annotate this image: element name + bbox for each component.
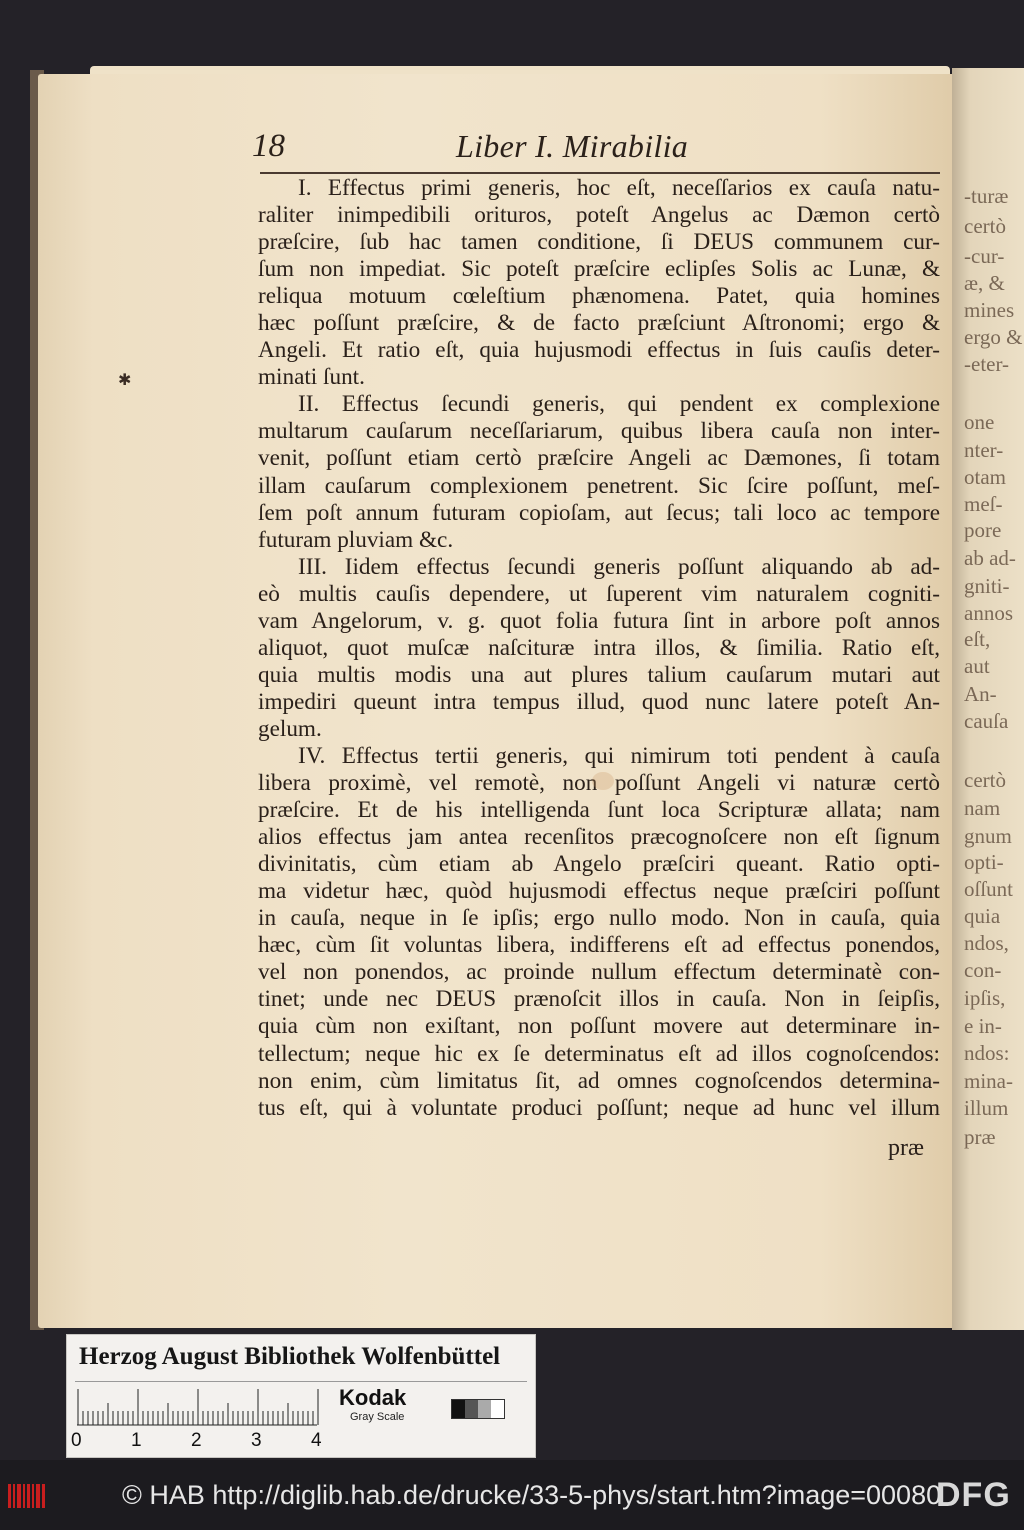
text-line: vam Angelorum, v. g. quot folia futura ſint in arbore poſt annos <box>258 607 940 634</box>
text-line: præſcire. Et de his intelligenda ſunt loca Scripturæ allata; nam <box>258 797 940 824</box>
kodak-logo: Kodak <box>339 1385 407 1410</box>
text-line: IV. Effectus tertii generis, qui nimirum toti pendent à cauſa <box>298 742 940 769</box>
ruler-number: 3 <box>251 1430 262 1451</box>
text-line: aliquot, quot muſcæ naſcituræ intra illos, & ſimilia. Ratio eſt, <box>258 634 940 661</box>
dfg-logo: DFG <box>936 1476 1011 1514</box>
text-line: II. Effectus ſecundi generis, qui pendent ex complexione <box>298 391 940 418</box>
text-line: impediri queunt intra tempus illud, quod nunc latere poteſt An- <box>258 688 940 715</box>
text-line: ſem poſt annum futuram copioſam, aut ſecus; tali loco ac tempore <box>258 499 940 526</box>
text-line: futuram pluviam &c. <box>258 526 454 553</box>
color-calibration-card <box>66 1334 536 1458</box>
bleed-fragment: gnum <box>964 824 1012 848</box>
barcode-icon <box>8 1484 48 1508</box>
ruler-number: 4 <box>311 1430 322 1451</box>
bleed-fragment: mines <box>964 298 1015 322</box>
text-line: venit, poſſunt etiam certò præſcire Angeli ac Dæmones, ſi totam <box>258 445 940 472</box>
bleed-fragment: ipſis, <box>964 986 1006 1010</box>
bleed-fragment: ab ad- <box>964 546 1016 570</box>
bleed-fragment: one <box>964 410 995 434</box>
institution-name: Herzog August Bibliothek Wolfenbüttel <box>79 1343 501 1370</box>
text-line: gelum. <box>258 715 322 742</box>
text-line: præſcire, ſub hac tamen conditione, ſi DEUS communem cur- <box>258 229 940 256</box>
bleed-fragment: ndos, <box>964 931 1009 955</box>
bleed-fragment: con- <box>964 958 1002 982</box>
text-line: III. Iidem effectus ſecundi generis poſſunt aliquando ab ad- <box>298 553 940 580</box>
bleed-fragment: -eter- <box>964 352 1010 376</box>
text-line: vel non ponendos, ac proinde nullum effectum determinatè con- <box>258 959 940 986</box>
bleed-fragment: certò <box>964 214 1006 238</box>
ink-spot: ✱ <box>118 370 132 389</box>
gray-scale-label: Gray Scale <box>350 1411 405 1423</box>
bleed-fragment: pore <box>964 518 1002 542</box>
text-line: in cauſa, neque in ſe ipſis; ergo nullo modo. Non in cauſa, quia <box>258 905 940 932</box>
text-line: minati ſunt. <box>258 364 365 391</box>
bleed-fragment: gniti- <box>964 574 1010 598</box>
text-line: reliqua motuum cœleſtium phænomena. Patet, quia homines <box>258 283 940 310</box>
text-line: quia multis modis una aut plures talium cauſarum mutari aut <box>258 661 940 688</box>
running-head: Liber I. Mirabilia <box>456 128 689 164</box>
text-line: tellectum; neque hic ex ſe determinatus eſt ad illos cognoſcendos: <box>258 1040 940 1067</box>
bleed-fragment: mina- <box>964 1069 1013 1093</box>
bleed-fragment: nter- <box>964 438 1004 462</box>
text-line: tinet; unde nec DEUS prænoſcit illos in cauſa. Non in ſeipſis, <box>258 986 940 1013</box>
text-line: tus eſt, qui à voluntate produci poſſunt; neque ad hunc vel illum <box>258 1094 940 1121</box>
page-number: 18 <box>252 128 285 164</box>
text-line: ſum non impediat. Sic poteſt præſcire eclipſes Solis ac Lunæ, & <box>258 256 940 283</box>
bleed-fragment: -cur- <box>964 244 1005 268</box>
bleed-fragment: oſſunt <box>964 877 1014 901</box>
text-line: multarum cauſarum neceſſariarum, quibus libera cauſa non inter- <box>258 418 940 445</box>
bleed-fragment: præ <box>964 1125 996 1149</box>
copyright-link[interactable]: © HAB http://diglib.hab.de/drucke/33-5-phys/start.htm?image=00080 <box>122 1480 942 1510</box>
text-line: illam cauſarum complexionem penetrent. Sic ſcire poſſunt, meſ- <box>258 472 940 499</box>
text-line: eò multis cauſis dependere, ut ſuperent vim naturalem cogniti- <box>258 580 940 607</box>
bleed-fragment: opti- <box>964 850 1004 874</box>
ruler-number: 0 <box>71 1430 82 1451</box>
bleed-fragment: aut <box>964 654 990 678</box>
paper-stain <box>592 772 614 790</box>
catchword: præ <box>888 1135 924 1161</box>
text-line: raliter inimpedibili orituros, poteſt Angelus ac Dæmon certò <box>258 202 940 229</box>
text-line: ma videtur hæc, quòd hujusmodi effectus neque præſciri poſſunt <box>258 878 940 905</box>
page-header <box>252 128 948 172</box>
text-line: I. Effectus primi generis, hoc eſt, neceſſarios ex cauſa natu- <box>298 175 940 201</box>
bleed-fragment: e in- <box>964 1014 1002 1038</box>
bleed-fragment: eſt, <box>964 627 991 651</box>
text-line: Angeli. Et ratio eſt, quia hujusmodi effectus in ſuis cauſis deter- <box>258 337 940 364</box>
bleed-fragment: otam <box>964 465 1006 489</box>
card-divider <box>75 1381 527 1382</box>
bleed-fragment: nam <box>964 796 1001 820</box>
text-line: divinitatis, cùm etiam ab Angelo præſciri queant. Ratio opti- <box>258 851 940 878</box>
ruler-number: 1 <box>131 1430 142 1451</box>
bleed-fragment: cauſa <box>964 709 1009 733</box>
ruler-number: 2 <box>191 1430 202 1451</box>
bleed-fragment: æ, & <box>964 271 1005 295</box>
bleed-fragment: ndos: <box>964 1041 1010 1065</box>
bleed-fragment: quia <box>964 904 1001 928</box>
bleed-fragment: -turæ <box>964 184 1009 208</box>
bleed-fragment: illum <box>964 1096 1009 1120</box>
text-line: libera proximè, vel remotè, non poſſunt Angeli vi naturæ certò <box>258 770 940 797</box>
bleed-fragment: ergo & <box>964 325 1023 349</box>
footer-bar <box>0 1460 1024 1530</box>
bleed-fragment: An- <box>964 682 997 706</box>
bleed-fragment: certò <box>964 768 1006 792</box>
text-line: quia cùm non exiſtant, non poſſunt movere aut determinare in- <box>258 1013 940 1040</box>
header-rule <box>260 172 940 174</box>
text-line: non enim, cùm limitatus ſit, ad omnes cognoſcendos determina- <box>258 1067 940 1094</box>
text-line: hæc poſſunt præſcire, & de facto præſciunt Aſtronomi; ergo & <box>258 310 940 337</box>
text-line: alios effectus jam antea recenſitos præcognoſcere non eſt ſignum <box>258 824 940 851</box>
page-body-text <box>258 175 940 1122</box>
text-line: hæc, cùm ſit voluntas libera, indifferens eſt ad effectus ponendos, <box>258 932 940 959</box>
gray-swatches <box>451 1399 505 1419</box>
bleed-fragment: annos <box>964 601 1013 625</box>
bleed-fragment: meſ- <box>964 492 1003 516</box>
